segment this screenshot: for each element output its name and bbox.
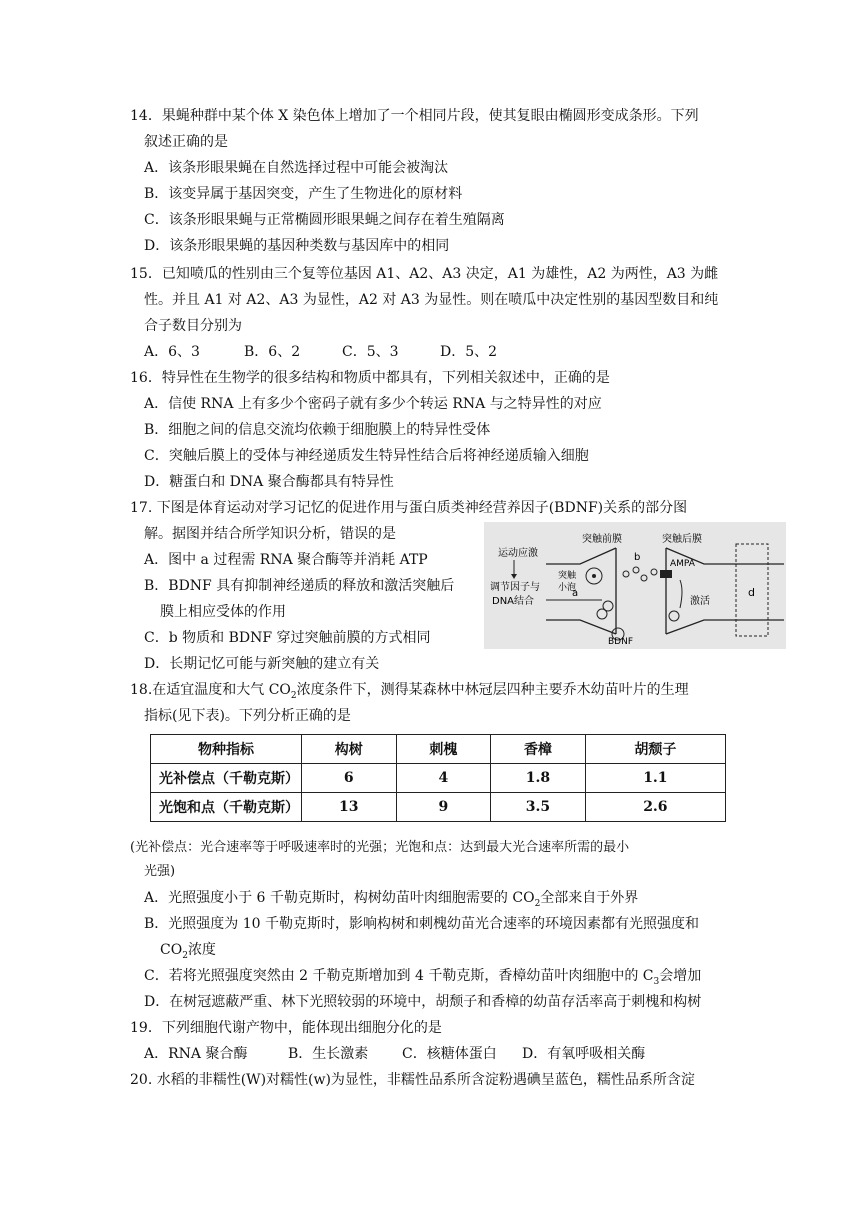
q18-option-b-line1: B．光照强度为 10 千勒克斯时，影响构树和刺槐幼苗光合速率的环境因素都有光照强度和 [144, 916, 700, 932]
q16-option-a: A．信使 RNA 上有多少个密码子就有多少个转运 RNA 与之特异性的对应 [144, 396, 602, 412]
q15-stem-line1: 15．已知喷瓜的性别由三个复等位基因 A1、A2、A3 决定，A1 为雄性，A2 为两性，A3 为雌 [130, 266, 719, 282]
fig-stimulus-label: 运动应激 [498, 548, 538, 559]
table-header-cell: 香樟 [491, 735, 586, 764]
q19-option-a: A．RNA 聚合酶 [144, 1046, 248, 1062]
q18-a-post: 全部来自于外界 [540, 890, 639, 906]
q17-option-a: A．图中 a 过程需 RNA 聚合酶等并消耗 ATP [144, 552, 428, 568]
table-header-cell: 构树 [302, 735, 397, 764]
fig-molecule-4 [651, 569, 657, 575]
q18-note-line2: 光强) [144, 864, 176, 879]
fig-label-b: b [634, 552, 641, 563]
q18-c-pre: C．若将光照强度突然由 2 千勒克斯增加到 4 千勒克斯，香樟幼苗叶肉细胞中的 C [144, 968, 654, 984]
fig-label-d: d [748, 586, 755, 599]
q15-option-a: A．6、3 [144, 344, 200, 360]
fig-vesicle-label1: 突触 [558, 571, 577, 581]
table-row [151, 793, 726, 822]
q14-stem-line2: 叙述正确的是 [144, 134, 228, 150]
fig-molecule-1 [623, 571, 629, 577]
synapse-diagram [484, 522, 786, 649]
table-cell: 13 [302, 793, 397, 822]
q18-c-post: 会增加 [659, 968, 702, 984]
q18-b-sub: 2 [182, 950, 188, 961]
fig-activate-label: 激活 [690, 596, 710, 607]
q18-stem-sub: 2 [290, 690, 297, 701]
q15-option-c: C．5、3 [342, 344, 399, 360]
q16-option-b: B．细胞之间的信息交流均依赖于细胞膜上的特异性受体 [144, 422, 491, 438]
q16-stem-line1: 16．特异性在生物学的很多结构和物质中都具有，下列相关叙述中，正确的是 [130, 370, 610, 386]
q15-stem-line3: 合子数目分别为 [144, 318, 242, 334]
table-header-cell: 胡颓子 [585, 735, 725, 764]
fig-molecule-2 [633, 567, 639, 573]
fig-bdnf-label: BDNF [608, 637, 634, 647]
q17-stem-line1: 17. 下图是体育运动对学习记忆的促进作用与蛋白质类神经营养因子(BDNF)关系的部分图 [130, 500, 688, 516]
q14-stem-line1: 14．果蝇种群中某个体 X 染色体上增加了一个相同片段，使其复眼由椭圆形变成条形。下列 [130, 108, 699, 124]
fig-vesicle-1-dot [592, 574, 596, 578]
fig-pre-membrane-label: 突触前膜 [582, 534, 622, 545]
fig-molecule-3 [641, 575, 647, 581]
q17-option-d: D．长期记忆可能与新突触的建立有关 [144, 656, 380, 672]
fig-ampa-label: AMPA [670, 559, 695, 569]
fig-presynaptic-outline [546, 548, 616, 634]
q14-option-c: C．该条形眼果蝇与正常椭圆形眼果蝇之间存在着生殖隔离 [144, 212, 505, 228]
table-cell: 光饱和点（千勒克斯） [151, 793, 302, 822]
q18-a-pre: A．光照强度小于 6 千勒克斯时，构树幼苗叶肉细胞需要的 CO [144, 890, 535, 906]
q15-option-b: B．6、2 [244, 344, 301, 360]
q17-stem-line2: 解。据图并结合所学知识分析，错误的是 [144, 526, 396, 542]
q17-option-b-line2: 膜上相应受体的作用 [160, 604, 286, 620]
fig-regulator-label2: DNA结合 [492, 596, 535, 607]
table-cell: 1.1 [585, 764, 725, 793]
q18-b-post: 浓度 [187, 942, 216, 958]
q16-option-c: C．突触后膜上的受体与神经递质发生特异性结合后将神经递质输入细胞 [144, 448, 589, 464]
q19-stem-line1: 19．下列细胞代谢产物中，能体现出细胞分化的是 [130, 1020, 442, 1036]
q14-option-a: A．该条形眼果蝇在自然选择过程中可能会被淘汰 [144, 160, 449, 176]
q18-a-sub: 2 [534, 898, 541, 909]
table-cell: 光补偿点（千勒克斯） [151, 764, 302, 793]
fig-vesicle-label2: 小泡 [558, 583, 577, 593]
q18-option-b-line2 [160, 940, 216, 966]
fig-ampa-receptor [660, 570, 672, 578]
table-cell: 3.5 [491, 793, 586, 822]
q18-option-c [144, 966, 701, 992]
q18-note-line1: (光补偿点：光合速率等于呼吸速率时的光强；光饱和点：达到最大光合速率所需的最小 [130, 840, 630, 855]
table-cell: 9 [396, 793, 491, 822]
q18-c-sub: 3 [653, 976, 660, 987]
q19-option-b: B．生长激素 [288, 1046, 369, 1062]
q18-data-table [150, 734, 726, 822]
fig-label-a: a [572, 588, 579, 599]
table-cell: 6 [302, 764, 397, 793]
q17-synapse-figure [484, 522, 786, 649]
table-header-cell: 物种指标 [151, 735, 302, 764]
table-cell: 4 [396, 764, 491, 793]
q20-stem-line1: 20. 水稻的非糯性(W)对糯性(w)为显性，非糯性品系所含淀粉遇碘呈蓝色，糯性品系所含淀 [130, 1072, 695, 1088]
fig-activate-arrow [680, 580, 682, 608]
table-cell: 1.8 [491, 764, 586, 793]
q18-stem-line2: 指标(见下表)。下列分析正确的是 [144, 708, 351, 724]
q14-option-d: D．该条形眼果蝇的基因种类数与基因库中的相同 [144, 238, 450, 254]
q18-option-a [144, 888, 638, 914]
table-row [151, 764, 726, 793]
q15-option-d: D．5、2 [440, 344, 498, 360]
q18-option-d: D．在树冠遮蔽严重、林下光照较弱的环境中，胡颓子和香樟的幼苗存活率高于刺槐和构树 [144, 994, 702, 1010]
fig-regulator-label1: 调节因子与 [490, 582, 540, 593]
fig-post-vesicle [669, 611, 679, 621]
q18-stem-line1 [130, 680, 689, 706]
q18-b-pre: CO [160, 942, 183, 958]
q14-option-b: B．该变异属于基因突变，产生了生物进化的原材料 [144, 186, 463, 202]
fig-vesicle-3 [603, 601, 613, 611]
q15-stem-line2: 性。并且 A1 对 A2、A3 为显性，A2 对 A3 为显性。则在喷瓜中决定性别的基因型数目和纯 [144, 292, 719, 308]
q19-option-c: C．核糖体蛋白 [402, 1046, 497, 1062]
table-cell: 2.6 [585, 793, 725, 822]
q17-option-b-line1: B．BDNF 具有抑制神经递质的释放和激活突触后 [144, 578, 455, 594]
q19-option-d: D．有氧呼吸相关酶 [522, 1046, 646, 1062]
q16-option-d: D．糖蛋白和 DNA 聚合酶都具有特异性 [144, 474, 394, 490]
fig-stimulus-arrowhead [511, 574, 517, 579]
q18-stem-post: 浓度条件下，测得某森林中林冠层四种主要乔木幼苗叶片的生理 [296, 682, 689, 698]
table-header-cell: 刺槐 [396, 735, 491, 764]
table-header-row [151, 735, 726, 764]
fig-post-membrane-label: 突触后膜 [662, 534, 702, 545]
q18-stem-pre: 18.在适宜温度和大气 CO [130, 682, 291, 698]
q17-option-c: C．b 物质和 BDNF 穿过突触前膜的方式相同 [144, 630, 431, 646]
